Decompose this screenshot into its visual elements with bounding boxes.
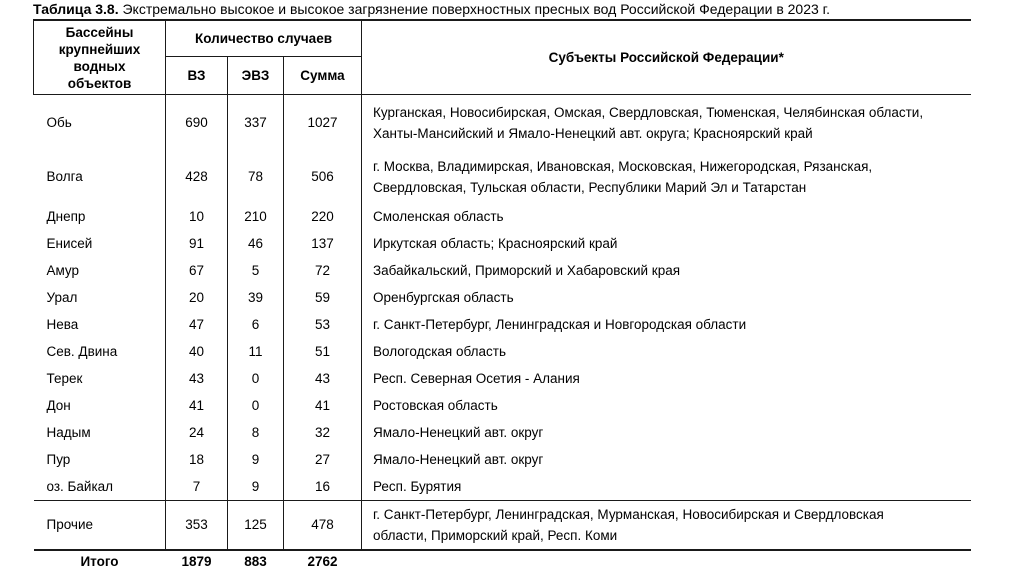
subjects-cell: г. Санкт-Петербург, Ленинградская и Новгородская области	[362, 311, 971, 338]
basin-cell: оз. Байкал	[46, 478, 114, 494]
table-row	[34, 473, 971, 501]
total-label: Итого	[34, 550, 166, 573]
basin-cell: Терек	[46, 370, 83, 386]
sum-cell: 506	[284, 151, 362, 203]
vz-cell: 47	[166, 311, 228, 338]
header-evz: ЭВЗ	[228, 57, 284, 95]
subjects-cell: г. Санкт-Петербург, Ленинградская, Мурманская, Новосибирская и Свердловская области, Приморский край, Респ. Коми	[362, 500, 971, 550]
sum-cell: 43	[284, 365, 362, 392]
table-header	[34, 20, 971, 95]
basin-cell: Пур	[46, 451, 71, 467]
basin-cell: Обь	[46, 115, 72, 131]
table-row	[34, 500, 971, 550]
total-evz: 883	[228, 550, 284, 573]
evz-cell: 210	[228, 203, 284, 230]
evz-cell: 0	[228, 365, 284, 392]
table-row	[34, 284, 971, 311]
sum-cell: 72	[284, 257, 362, 284]
table-row	[34, 95, 971, 151]
subjects-cell: Смоленская область	[362, 203, 971, 230]
header-vz: ВЗ	[166, 57, 228, 95]
total-vz: 1879	[166, 550, 228, 573]
basin-cell: Дон	[46, 397, 71, 413]
table-row	[34, 365, 971, 392]
evz-cell: 78	[228, 151, 284, 203]
total-row	[34, 550, 971, 573]
vz-cell: 353	[166, 500, 228, 550]
vz-cell: 18	[166, 446, 228, 473]
evz-cell: 5	[228, 257, 284, 284]
basin-cell: Надым	[46, 424, 91, 440]
subjects-cell: Респ. Бурятия	[362, 473, 971, 501]
sum-cell: 53	[284, 311, 362, 338]
vz-cell: 40	[166, 338, 228, 365]
header-subjects: Субъекты Российской Федерации*	[362, 20, 971, 95]
table-caption-text: Экстремально высокое и высокое загрязнение поверхностных пресных вод Российской Федерации в 2023 г.	[118, 1, 830, 17]
vz-cell: 43	[166, 365, 228, 392]
header-basins: Бассейны крупнейших водных объектов	[34, 20, 166, 95]
table-body	[34, 95, 971, 573]
subjects-cell: г. Москва, Владимирская, Ивановская, Московская, Нижегородская, Рязанская, Свердловская, Тульская области, Республики Марий Эл и Татарстан	[362, 151, 971, 203]
basin-cell: Нева	[46, 316, 79, 332]
subjects-cell: Респ. Северная Осетия - Алания	[362, 365, 971, 392]
sum-cell: 59	[284, 284, 362, 311]
sum-cell: 32	[284, 419, 362, 446]
table-row	[34, 311, 971, 338]
subjects-cell: Оренбургская область	[362, 284, 971, 311]
vz-cell: 67	[166, 257, 228, 284]
header-cases: Количество случаев	[166, 20, 362, 57]
sum-cell: 137	[284, 230, 362, 257]
basin-cell: Сев. Двина	[46, 343, 118, 359]
sum-cell: 1027	[284, 95, 362, 151]
basin-cell: Урал	[46, 289, 78, 305]
subjects-cell: Ямало-Ненецкий авт. округ	[362, 419, 971, 446]
table-row	[34, 338, 971, 365]
sum-cell: 220	[284, 203, 362, 230]
evz-cell: 39	[228, 284, 284, 311]
subjects-cell: Иркутская область; Красноярский край	[362, 230, 971, 257]
evz-cell: 8	[228, 419, 284, 446]
evz-cell: 125	[228, 500, 284, 550]
basin-cell: Прочие	[34, 500, 166, 550]
evz-cell: 9	[228, 473, 284, 501]
table-row	[34, 392, 971, 419]
vz-cell: 7	[166, 473, 228, 501]
table-row	[34, 203, 971, 230]
evz-cell: 11	[228, 338, 284, 365]
subjects-cell: Курганская, Новосибирская, Омская, Свердловская, Тюменская, Челябинская области, Ханты-Мансийский и Ямало-Ненецкий авт. округа; Красноярский край	[362, 95, 971, 151]
basin-cell: Днепр	[46, 208, 86, 224]
basin-cell: Амур	[46, 262, 80, 278]
basin-cell: Волга	[46, 169, 83, 184]
table-caption	[33, 1, 830, 18]
evz-cell: 6	[228, 311, 284, 338]
basin-cell: Енисей	[46, 235, 93, 251]
vz-cell: 10	[166, 203, 228, 230]
vz-cell: 24	[166, 419, 228, 446]
table-row	[34, 151, 971, 203]
sum-cell: 41	[284, 392, 362, 419]
table-caption-number: Таблица 3.8.	[33, 1, 119, 17]
evz-cell: 46	[228, 230, 284, 257]
subjects-cell: Вологодская область	[362, 338, 971, 365]
table-row	[34, 446, 971, 473]
sum-cell: 27	[284, 446, 362, 473]
pollution-table	[33, 19, 971, 573]
evz-cell: 9	[228, 446, 284, 473]
vz-cell: 41	[166, 392, 228, 419]
evz-cell: 0	[228, 392, 284, 419]
table-row	[34, 419, 971, 446]
table-row	[34, 257, 971, 284]
total-subjects-empty	[362, 550, 971, 573]
subjects-cell: Забайкальский, Приморский и Хабаровский края	[362, 257, 971, 284]
vz-cell: 690	[166, 95, 228, 151]
subjects-cell: Ростовская область	[362, 392, 971, 419]
sum-cell: 51	[284, 338, 362, 365]
sum-cell: 478	[284, 500, 362, 550]
sum-cell: 16	[284, 473, 362, 501]
vz-cell: 428	[166, 151, 228, 203]
evz-cell: 337	[228, 95, 284, 151]
table-row	[34, 230, 971, 257]
vz-cell: 20	[166, 284, 228, 311]
vz-cell: 91	[166, 230, 228, 257]
subjects-cell: Ямало-Ненецкий авт. округ	[362, 446, 971, 473]
header-sum: Сумма	[284, 57, 362, 95]
total-sum: 2762	[284, 550, 362, 573]
